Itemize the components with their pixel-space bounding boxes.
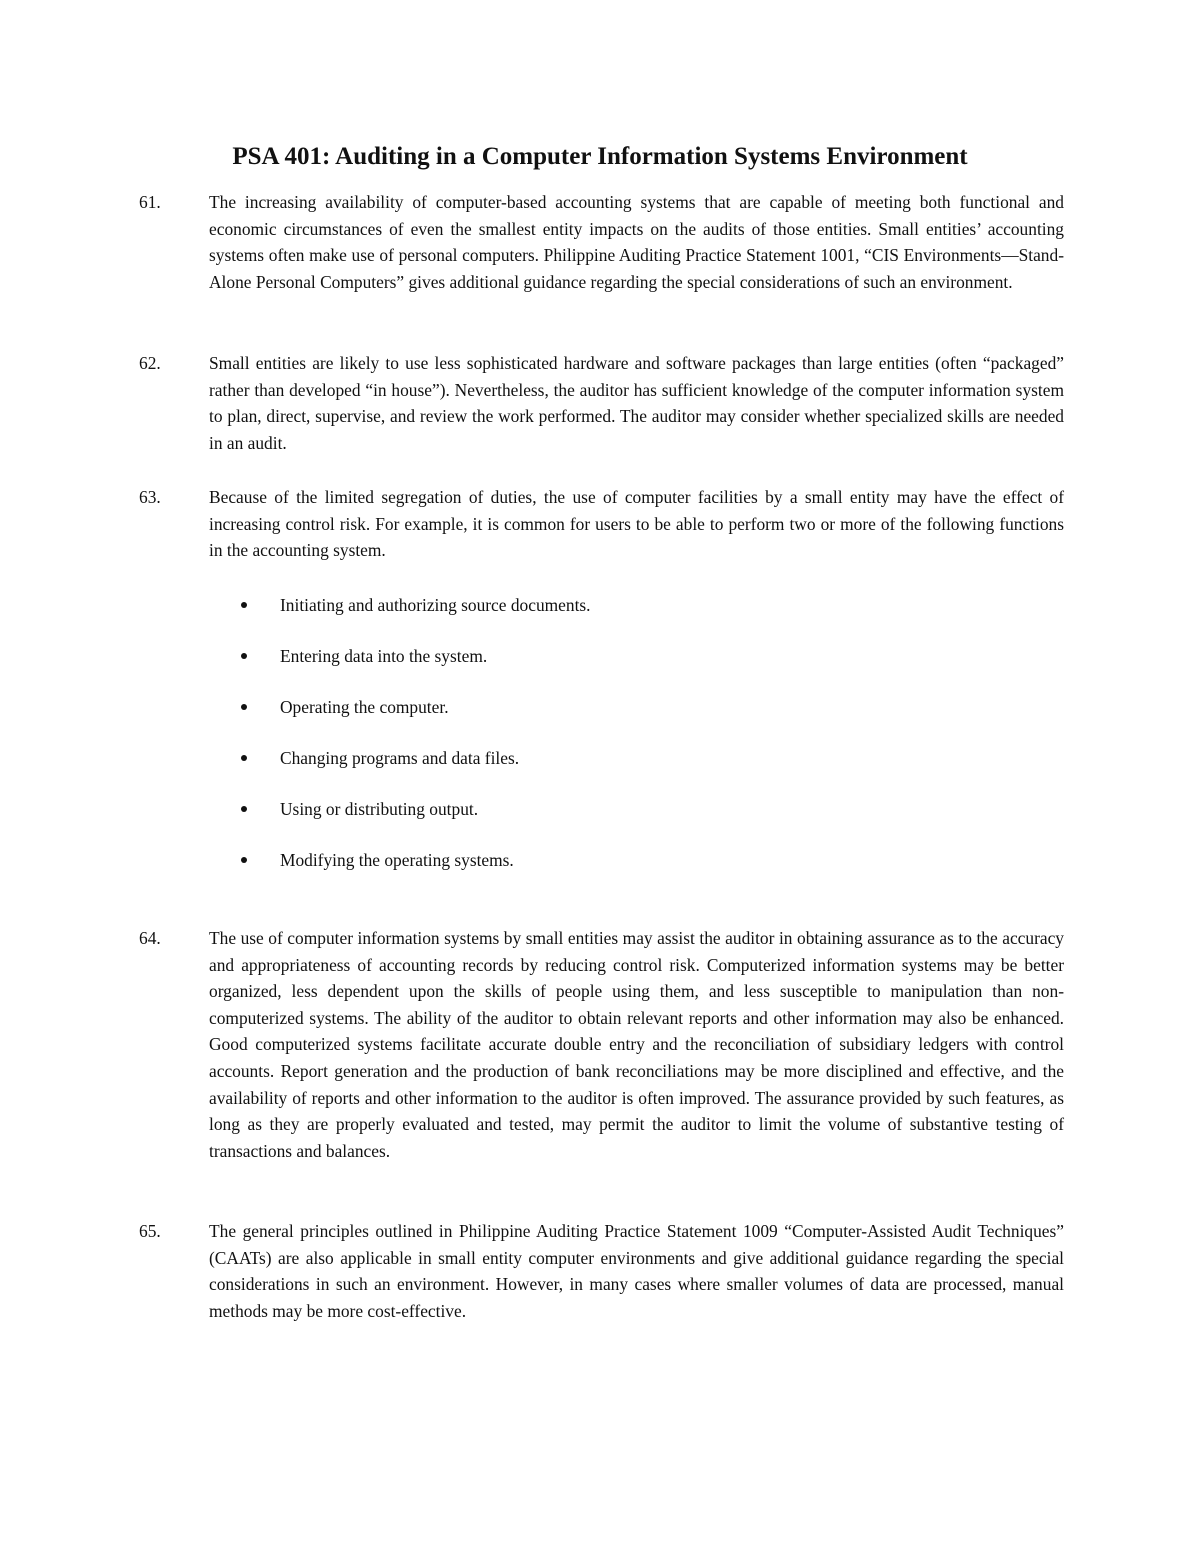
bullet-icon bbox=[241, 602, 247, 608]
list-item: Initiating and authorizing source documents. bbox=[241, 592, 1061, 643]
paragraph-text: The increasing availability of computer-based accounting systems that are capable of meeting both functional and economic circumstances of even the smallest entity impacts on the audits of those entities. Small entities’ accounting systems often make use of personal computers. Philippine Auditing Practice Statement 1001, “CIS Environments—Stand-Alone Personal Computers” gives additional guidance regarding the special considerations of such an environment. bbox=[209, 192, 1064, 292]
bullet-icon bbox=[241, 704, 247, 710]
paragraph-64 bbox=[139, 925, 1064, 1164]
paragraph-text: Small entities are likely to use less sophisticated hardware and software packages than large entities (often “packaged” rather than developed “in house”). Nevertheless, the auditor has sufficient knowledge of the computer information system to plan, direct, supervise, and review the work performed. The auditor may consider whether specialized skills are needed in an audit. bbox=[209, 353, 1064, 453]
paragraph-65 bbox=[139, 1218, 1064, 1324]
bullet-icon bbox=[241, 653, 247, 659]
list-item: Modifying the operating systems. bbox=[241, 847, 1061, 898]
paragraph-61 bbox=[139, 189, 1064, 295]
list-item: Using or distributing output. bbox=[241, 796, 1061, 847]
function-list bbox=[241, 592, 1061, 898]
paragraph-text: Because of the limited segregation of duties, the use of computer facilities by a small entity may have the effect of increasing control risk. For example, it is common for users to be able to perform two or more of the following functions in the accounting system. bbox=[209, 487, 1064, 561]
paragraph-number: 62. bbox=[139, 353, 161, 373]
paragraph-text: The general principles outlined in Philippine Auditing Practice Statement 1009 “Computer-Assisted Audit Techniques” (CAATs) are also applicable in small entity computer environments and give additional guidance regarding the special considerations in such an environment. However, in many cases where smaller volumes of data are processed, manual methods may be more cost-effective. bbox=[209, 1221, 1064, 1321]
paragraph-number: 65. bbox=[139, 1221, 161, 1241]
bullet-icon bbox=[241, 857, 247, 863]
list-item: Operating the computer. bbox=[241, 694, 1061, 745]
paragraph-63 bbox=[139, 484, 1064, 564]
paragraph-text: The use of computer information systems by small entities may assist the auditor in obtaining assurance as to the accuracy and appropriateness of accounting records by reducing control risk. Computerized information systems may be better organized, less dependent upon the skills of people using them, and less susceptible to manipulation than non-computerized systems. The ability of the auditor to obtain relevant reports and other information may also be enhanced. Good computerized systems facilitate accurate double entry and the reconciliation of subsidiary ledgers with control accounts. Report generation and the production of bank reconciliations may be more disciplined and effective, and the availability of reports and other information to the auditor is often improved. The assurance provided by such features, as long as they are properly evaluated and tested, may permit the auditor to limit the volume of substantive testing of transactions and balances. bbox=[209, 928, 1064, 1161]
list-item: Changing programs and data files. bbox=[241, 745, 1061, 796]
bullet-icon bbox=[241, 755, 247, 761]
paragraph-number: 64. bbox=[139, 928, 161, 948]
paragraph-number: 61. bbox=[139, 192, 161, 212]
page-title: PSA 401: Auditing in a Computer Information Systems Environment bbox=[232, 143, 968, 170]
bullet-icon bbox=[241, 806, 247, 812]
paragraph-62 bbox=[139, 350, 1064, 456]
paragraph-number: 63. bbox=[139, 487, 161, 507]
list-item: Entering data into the system. bbox=[241, 643, 1061, 694]
